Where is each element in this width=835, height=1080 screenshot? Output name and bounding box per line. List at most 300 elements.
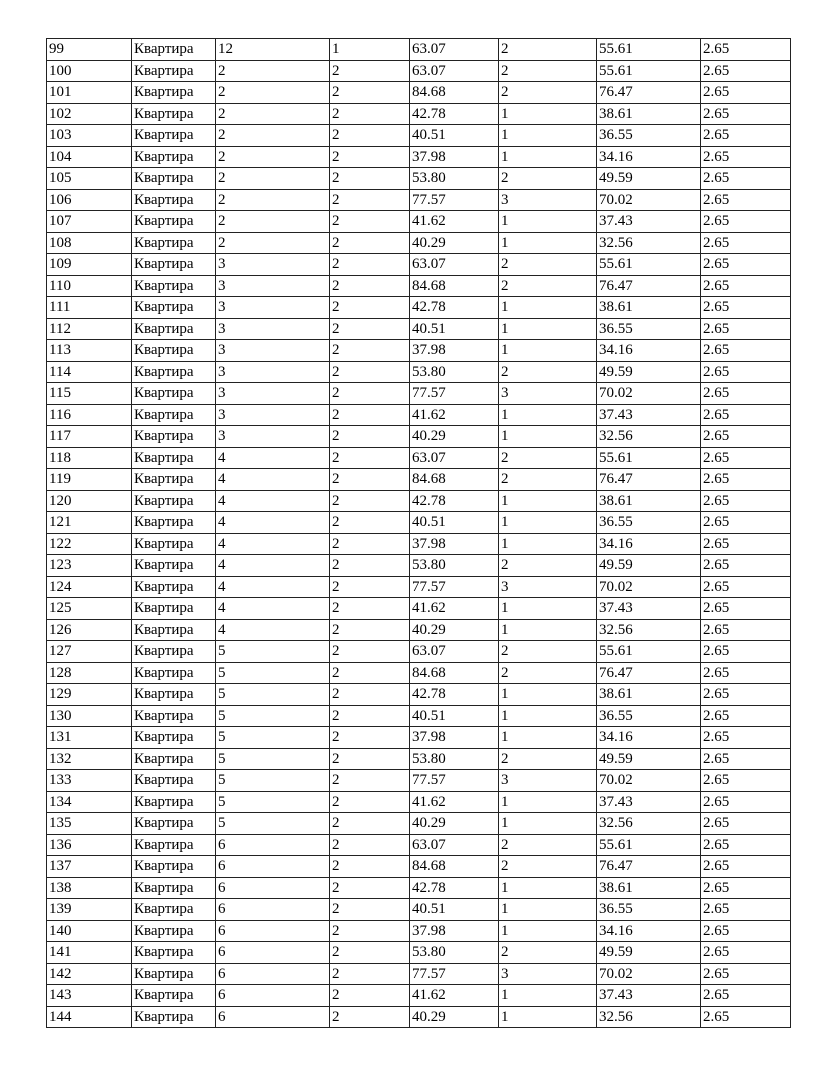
ceiling-height-cell: 2.65: [701, 985, 791, 1007]
apartment-number-cell: 102: [47, 103, 132, 125]
floor-cell: 2: [216, 146, 330, 168]
premises-type-cell: Квартира: [132, 146, 216, 168]
ceiling-height-cell: 2.65: [701, 60, 791, 82]
entrance-cell: 2: [330, 383, 410, 405]
entrance-cell: 2: [330, 512, 410, 534]
apartment-number-cell: 138: [47, 877, 132, 899]
premises-type-cell: Квартира: [132, 641, 216, 663]
floor-cell: 6: [216, 1006, 330, 1028]
total-area-cell: 40.29: [410, 1006, 499, 1028]
floor-cell: 5: [216, 705, 330, 727]
ceiling-height-cell: 2.65: [701, 469, 791, 491]
rooms-count-cell: 1: [499, 727, 597, 749]
rooms-count-cell: 3: [499, 576, 597, 598]
living-area-cell: 37.43: [597, 211, 701, 233]
total-area-cell: 63.07: [410, 641, 499, 663]
entrance-cell: 2: [330, 684, 410, 706]
table-row: [47, 770, 791, 792]
apartment-number-cell: 117: [47, 426, 132, 448]
entrance-cell: 2: [330, 963, 410, 985]
table-row: [47, 813, 791, 835]
entrance-cell: 2: [330, 275, 410, 297]
apartment-number-cell: 108: [47, 232, 132, 254]
premises-type-cell: Квартира: [132, 920, 216, 942]
living-area-cell: 55.61: [597, 254, 701, 276]
ceiling-height-cell: 2.65: [701, 791, 791, 813]
table-row: [47, 705, 791, 727]
living-area-cell: 32.56: [597, 619, 701, 641]
premises-type-cell: Квартира: [132, 490, 216, 512]
total-area-cell: 37.98: [410, 533, 499, 555]
living-area-cell: 55.61: [597, 60, 701, 82]
total-area-cell: 41.62: [410, 791, 499, 813]
living-area-cell: 38.61: [597, 297, 701, 319]
floor-cell: 6: [216, 899, 330, 921]
rooms-count-cell: 2: [499, 82, 597, 104]
rooms-count-cell: 1: [499, 533, 597, 555]
living-area-cell: 76.47: [597, 662, 701, 684]
apartment-number-cell: 110: [47, 275, 132, 297]
total-area-cell: 40.51: [410, 705, 499, 727]
table-row: [47, 211, 791, 233]
living-area-cell: 36.55: [597, 125, 701, 147]
premises-type-cell: Квартира: [132, 705, 216, 727]
ceiling-height-cell: 2.65: [701, 168, 791, 190]
table-row: [47, 297, 791, 319]
floor-cell: 5: [216, 727, 330, 749]
living-area-cell: 70.02: [597, 383, 701, 405]
entrance-cell: 2: [330, 834, 410, 856]
ceiling-height-cell: 2.65: [701, 447, 791, 469]
living-area-cell: 55.61: [597, 39, 701, 61]
entrance-cell: 2: [330, 146, 410, 168]
premises-type-cell: Квартира: [132, 899, 216, 921]
ceiling-height-cell: 2.65: [701, 705, 791, 727]
total-area-cell: 40.51: [410, 899, 499, 921]
table-row: [47, 318, 791, 340]
premises-type-cell: Квартира: [132, 684, 216, 706]
rooms-count-cell: 3: [499, 770, 597, 792]
ceiling-height-cell: 2.65: [701, 103, 791, 125]
living-area-cell: 38.61: [597, 103, 701, 125]
apartment-number-cell: 134: [47, 791, 132, 813]
floor-cell: 4: [216, 469, 330, 491]
living-area-cell: 36.55: [597, 899, 701, 921]
total-area-cell: 84.68: [410, 275, 499, 297]
ceiling-height-cell: 2.65: [701, 877, 791, 899]
total-area-cell: 40.29: [410, 813, 499, 835]
table-row: [47, 920, 791, 942]
entrance-cell: 2: [330, 232, 410, 254]
apartment-number-cell: 129: [47, 684, 132, 706]
entrance-cell: 2: [330, 770, 410, 792]
premises-type-cell: Квартира: [132, 340, 216, 362]
total-area-cell: 40.29: [410, 232, 499, 254]
living-area-cell: 49.59: [597, 555, 701, 577]
living-area-cell: 36.55: [597, 705, 701, 727]
table-row: [47, 146, 791, 168]
apartment-number-cell: 113: [47, 340, 132, 362]
living-area-cell: 49.59: [597, 361, 701, 383]
rooms-count-cell: 1: [499, 340, 597, 362]
total-area-cell: 84.68: [410, 662, 499, 684]
entrance-cell: 2: [330, 490, 410, 512]
premises-type-cell: Квартира: [132, 576, 216, 598]
total-area-cell: 37.98: [410, 146, 499, 168]
table-row: [47, 598, 791, 620]
total-area-cell: 53.80: [410, 555, 499, 577]
entrance-cell: 2: [330, 426, 410, 448]
rooms-count-cell: 1: [499, 103, 597, 125]
floor-cell: 4: [216, 447, 330, 469]
ceiling-height-cell: 2.65: [701, 318, 791, 340]
premises-type-cell: Квартира: [132, 856, 216, 878]
table-row: [47, 533, 791, 555]
table-row: [47, 383, 791, 405]
entrance-cell: 2: [330, 297, 410, 319]
rooms-count-cell: 2: [499, 447, 597, 469]
table-row: [47, 60, 791, 82]
table-row: [47, 39, 791, 61]
floor-cell: 5: [216, 641, 330, 663]
total-area-cell: 37.98: [410, 340, 499, 362]
premises-type-cell: Квартира: [132, 877, 216, 899]
rooms-count-cell: 1: [499, 512, 597, 534]
entrance-cell: 2: [330, 533, 410, 555]
rooms-count-cell: 2: [499, 60, 597, 82]
premises-type-cell: Квартира: [132, 318, 216, 340]
total-area-cell: 42.78: [410, 877, 499, 899]
living-area-cell: 76.47: [597, 275, 701, 297]
total-area-cell: 63.07: [410, 254, 499, 276]
ceiling-height-cell: 2.65: [701, 383, 791, 405]
total-area-cell: 37.98: [410, 727, 499, 749]
premises-type-cell: Квартира: [132, 60, 216, 82]
living-area-cell: 34.16: [597, 727, 701, 749]
living-area-cell: 38.61: [597, 877, 701, 899]
table-row: [47, 856, 791, 878]
premises-type-cell: Квартира: [132, 39, 216, 61]
apartment-number-cell: 121: [47, 512, 132, 534]
entrance-cell: 2: [330, 985, 410, 1007]
floor-cell: 6: [216, 856, 330, 878]
total-area-cell: 84.68: [410, 82, 499, 104]
total-area-cell: 42.78: [410, 297, 499, 319]
rooms-count-cell: 1: [499, 146, 597, 168]
total-area-cell: 40.51: [410, 318, 499, 340]
entrance-cell: 2: [330, 555, 410, 577]
living-area-cell: 37.43: [597, 791, 701, 813]
ceiling-height-cell: 2.65: [701, 297, 791, 319]
entrance-cell: 2: [330, 103, 410, 125]
floor-cell: 4: [216, 576, 330, 598]
floor-cell: 3: [216, 383, 330, 405]
total-area-cell: 41.62: [410, 985, 499, 1007]
entrance-cell: 2: [330, 211, 410, 233]
entrance-cell: 2: [330, 1006, 410, 1028]
premises-type-cell: Квартира: [132, 555, 216, 577]
rooms-count-cell: 1: [499, 598, 597, 620]
rooms-count-cell: 1: [499, 877, 597, 899]
ceiling-height-cell: 2.65: [701, 211, 791, 233]
ceiling-height-cell: 2.65: [701, 942, 791, 964]
entrance-cell: 2: [330, 254, 410, 276]
entrance-cell: 2: [330, 168, 410, 190]
floor-cell: 5: [216, 791, 330, 813]
entrance-cell: 2: [330, 361, 410, 383]
floor-cell: 3: [216, 340, 330, 362]
floor-cell: 6: [216, 985, 330, 1007]
living-area-cell: 34.16: [597, 146, 701, 168]
premises-type-cell: Квартира: [132, 619, 216, 641]
premises-type-cell: Квартира: [132, 942, 216, 964]
living-area-cell: 37.43: [597, 985, 701, 1007]
apartment-number-cell: 103: [47, 125, 132, 147]
apartment-number-cell: 100: [47, 60, 132, 82]
entrance-cell: 2: [330, 340, 410, 362]
apartment-number-cell: 101: [47, 82, 132, 104]
entrance-cell: 2: [330, 920, 410, 942]
rooms-count-cell: 2: [499, 275, 597, 297]
premises-type-cell: Квартира: [132, 512, 216, 534]
apartment-number-cell: 105: [47, 168, 132, 190]
table-row: [47, 641, 791, 663]
table-row: [47, 168, 791, 190]
total-area-cell: 40.29: [410, 619, 499, 641]
premises-type-cell: Квартира: [132, 834, 216, 856]
total-area-cell: 77.57: [410, 189, 499, 211]
rooms-count-cell: 2: [499, 834, 597, 856]
premises-type-cell: Квартира: [132, 770, 216, 792]
apartment-number-cell: 139: [47, 899, 132, 921]
apartment-number-cell: 114: [47, 361, 132, 383]
apartment-number-cell: 120: [47, 490, 132, 512]
table-row: [47, 103, 791, 125]
apartment-number-cell: 140: [47, 920, 132, 942]
rooms-count-cell: 1: [499, 211, 597, 233]
table-row: [47, 791, 791, 813]
floor-cell: 6: [216, 834, 330, 856]
ceiling-height-cell: 2.65: [701, 1006, 791, 1028]
table-row: [47, 576, 791, 598]
apartment-number-cell: 107: [47, 211, 132, 233]
table-row: [47, 555, 791, 577]
floor-cell: 2: [216, 125, 330, 147]
total-area-cell: 77.57: [410, 576, 499, 598]
rooms-count-cell: 3: [499, 189, 597, 211]
premises-type-cell: Квартира: [132, 103, 216, 125]
entrance-cell: 2: [330, 899, 410, 921]
entrance-cell: 2: [330, 856, 410, 878]
living-area-cell: 76.47: [597, 856, 701, 878]
total-area-cell: 42.78: [410, 490, 499, 512]
premises-type-cell: Квартира: [132, 985, 216, 1007]
living-area-cell: 32.56: [597, 813, 701, 835]
table-row: [47, 340, 791, 362]
premises-type-cell: Квартира: [132, 125, 216, 147]
rooms-count-cell: 1: [499, 297, 597, 319]
total-area-cell: 84.68: [410, 856, 499, 878]
premises-type-cell: Квартира: [132, 168, 216, 190]
table-row: [47, 361, 791, 383]
floor-cell: 2: [216, 168, 330, 190]
apartment-number-cell: 133: [47, 770, 132, 792]
premises-type-cell: Квартира: [132, 275, 216, 297]
ceiling-height-cell: 2.65: [701, 533, 791, 555]
premises-type-cell: Квартира: [132, 426, 216, 448]
living-area-cell: 49.59: [597, 168, 701, 190]
apartment-number-cell: 123: [47, 555, 132, 577]
premises-type-cell: Квартира: [132, 254, 216, 276]
premises-type-cell: Квартира: [132, 1006, 216, 1028]
floor-cell: 3: [216, 404, 330, 426]
living-area-cell: 55.61: [597, 641, 701, 663]
table-row: [47, 275, 791, 297]
total-area-cell: 77.57: [410, 383, 499, 405]
apartment-number-cell: 126: [47, 619, 132, 641]
ceiling-height-cell: 2.65: [701, 899, 791, 921]
apartment-table: [46, 38, 791, 1028]
apartment-number-cell: 127: [47, 641, 132, 663]
living-area-cell: 34.16: [597, 533, 701, 555]
total-area-cell: 40.51: [410, 512, 499, 534]
floor-cell: 4: [216, 490, 330, 512]
rooms-count-cell: 2: [499, 555, 597, 577]
floor-cell: 6: [216, 963, 330, 985]
living-area-cell: 32.56: [597, 1006, 701, 1028]
table-row: [47, 490, 791, 512]
entrance-cell: 1: [330, 39, 410, 61]
ceiling-height-cell: 2.65: [701, 254, 791, 276]
ceiling-height-cell: 2.65: [701, 512, 791, 534]
rooms-count-cell: 1: [499, 705, 597, 727]
floor-cell: 3: [216, 361, 330, 383]
entrance-cell: 2: [330, 727, 410, 749]
living-area-cell: 76.47: [597, 469, 701, 491]
living-area-cell: 49.59: [597, 942, 701, 964]
table-row: [47, 189, 791, 211]
ceiling-height-cell: 2.65: [701, 834, 791, 856]
apartment-number-cell: 135: [47, 813, 132, 835]
rooms-count-cell: 1: [499, 985, 597, 1007]
floor-cell: 3: [216, 297, 330, 319]
ceiling-height-cell: 2.65: [701, 598, 791, 620]
apartment-number-cell: 106: [47, 189, 132, 211]
floor-cell: 2: [216, 103, 330, 125]
apartment-number-cell: 130: [47, 705, 132, 727]
rooms-count-cell: 2: [499, 254, 597, 276]
entrance-cell: 2: [330, 318, 410, 340]
entrance-cell: 2: [330, 125, 410, 147]
rooms-count-cell: 1: [499, 920, 597, 942]
rooms-count-cell: 1: [499, 1006, 597, 1028]
entrance-cell: 2: [330, 813, 410, 835]
ceiling-height-cell: 2.65: [701, 275, 791, 297]
table-row: [47, 1006, 791, 1028]
living-area-cell: 70.02: [597, 576, 701, 598]
table-row: [47, 82, 791, 104]
entrance-cell: 2: [330, 705, 410, 727]
apartment-number-cell: 115: [47, 383, 132, 405]
premises-type-cell: Квартира: [132, 791, 216, 813]
table-row: [47, 748, 791, 770]
floor-cell: 4: [216, 598, 330, 620]
living-area-cell: 34.16: [597, 920, 701, 942]
premises-type-cell: Квартира: [132, 727, 216, 749]
entrance-cell: 2: [330, 791, 410, 813]
total-area-cell: 41.62: [410, 598, 499, 620]
ceiling-height-cell: 2.65: [701, 619, 791, 641]
table-row: [47, 447, 791, 469]
ceiling-height-cell: 2.65: [701, 662, 791, 684]
premises-type-cell: Квартира: [132, 404, 216, 426]
premises-type-cell: Квартира: [132, 963, 216, 985]
rooms-count-cell: 2: [499, 662, 597, 684]
rooms-count-cell: 1: [499, 318, 597, 340]
table-row: [47, 512, 791, 534]
apartment-number-cell: 109: [47, 254, 132, 276]
rooms-count-cell: 2: [499, 168, 597, 190]
living-area-cell: 36.55: [597, 512, 701, 534]
total-area-cell: 40.51: [410, 125, 499, 147]
total-area-cell: 84.68: [410, 469, 499, 491]
floor-cell: 2: [216, 211, 330, 233]
apartment-number-cell: 112: [47, 318, 132, 340]
entrance-cell: 2: [330, 469, 410, 491]
total-area-cell: 53.80: [410, 168, 499, 190]
floor-cell: 3: [216, 275, 330, 297]
living-area-cell: 55.61: [597, 834, 701, 856]
entrance-cell: 2: [330, 619, 410, 641]
entrance-cell: 2: [330, 748, 410, 770]
floor-cell: 6: [216, 877, 330, 899]
premises-type-cell: Квартира: [132, 533, 216, 555]
floor-cell: 4: [216, 533, 330, 555]
total-area-cell: 40.29: [410, 426, 499, 448]
entrance-cell: 2: [330, 877, 410, 899]
table-row: [47, 619, 791, 641]
entrance-cell: 2: [330, 598, 410, 620]
floor-cell: 3: [216, 318, 330, 340]
rooms-count-cell: 3: [499, 383, 597, 405]
apartment-number-cell: 136: [47, 834, 132, 856]
rooms-count-cell: 1: [499, 813, 597, 835]
rooms-count-cell: 1: [499, 899, 597, 921]
apartment-number-cell: 143: [47, 985, 132, 1007]
premises-type-cell: Квартира: [132, 383, 216, 405]
entrance-cell: 2: [330, 60, 410, 82]
rooms-count-cell: 2: [499, 361, 597, 383]
apartment-number-cell: 144: [47, 1006, 132, 1028]
floor-cell: 4: [216, 512, 330, 534]
table-row: [47, 834, 791, 856]
premises-type-cell: Квартира: [132, 297, 216, 319]
premises-type-cell: Квартира: [132, 662, 216, 684]
total-area-cell: 42.78: [410, 103, 499, 125]
entrance-cell: 2: [330, 404, 410, 426]
ceiling-height-cell: 2.65: [701, 641, 791, 663]
premises-type-cell: Квартира: [132, 361, 216, 383]
entrance-cell: 2: [330, 662, 410, 684]
table-row: [47, 426, 791, 448]
table-row: [47, 469, 791, 491]
premises-type-cell: Квартира: [132, 598, 216, 620]
total-area-cell: 41.62: [410, 211, 499, 233]
table-row: [47, 942, 791, 964]
total-area-cell: 77.57: [410, 770, 499, 792]
rooms-count-cell: 1: [499, 619, 597, 641]
apartment-number-cell: 141: [47, 942, 132, 964]
